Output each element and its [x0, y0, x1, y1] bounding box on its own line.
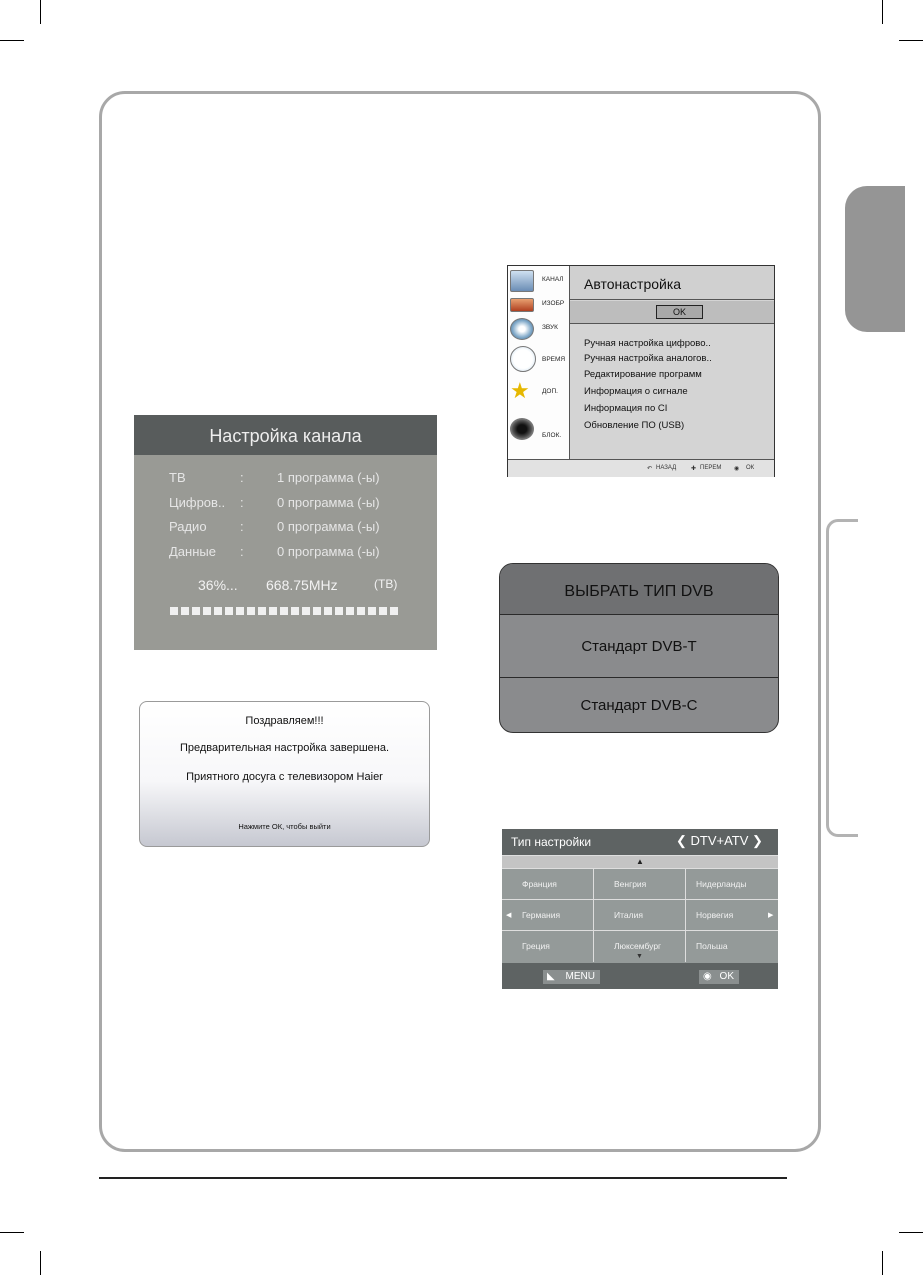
progress-segment: [346, 607, 354, 615]
setup-complete-dialog: [139, 701, 430, 847]
menu-button-label: MENU: [565, 971, 595, 982]
progress-segment: [203, 607, 211, 615]
auto-tune-menu: [507, 265, 775, 477]
scan-frequency: 668.75MHz: [266, 577, 338, 593]
sidebar-item-extra[interactable]: [510, 380, 569, 404]
progress-segment: [313, 607, 321, 615]
scan-row-data: [134, 544, 437, 564]
scan-row-value: 0 программа (-ы): [277, 519, 380, 534]
sidebar-item-channel[interactable]: [510, 270, 569, 294]
scan-row-name: ТВ: [169, 470, 186, 485]
sidebar-item-label: ДОП.: [542, 388, 558, 395]
sidebar-item-sound[interactable]: [510, 318, 569, 342]
up-arrow-icon[interactable]: ▲: [502, 856, 778, 868]
tune-type-label: Тип настройки: [511, 835, 592, 849]
sidebar-item-lock[interactable]: [510, 418, 569, 442]
footer-move-label: ПЕРЕМ: [700, 465, 722, 471]
progress-segment: [247, 607, 255, 615]
crop-mark: [0, 1232, 24, 1233]
menu-option[interactable]: Ручная настройка аналогов..: [584, 353, 712, 364]
section-tab: [826, 519, 858, 837]
star-icon: ★: [510, 378, 530, 403]
sidebar-item-time[interactable]: [510, 346, 569, 370]
crop-mark: [882, 1251, 883, 1275]
progress-segment: [368, 607, 376, 615]
country-selector: [502, 829, 778, 989]
scan-row-value: 1 программа (-ы): [277, 470, 380, 485]
progress-segment: [280, 607, 288, 615]
country-cell[interactable]: Греция: [502, 931, 594, 962]
progress-segment: [357, 607, 365, 615]
crop-mark: [0, 40, 24, 41]
progress-segment: [335, 607, 343, 615]
progress-segment: [170, 607, 178, 615]
scan-row-name: Данные: [169, 544, 216, 559]
scan-row-name: Цифров..: [169, 495, 226, 510]
progress-segment: [269, 607, 277, 615]
sidebar-item-label: БЛОК.: [542, 432, 562, 439]
right-arrow-icon[interactable]: ▶: [768, 912, 774, 919]
sidebar-item-label: ИЗОБР: [542, 300, 565, 307]
menu-title: Автонастройка: [570, 266, 774, 300]
progress-segment: [302, 607, 310, 615]
channel-scan-panel: [134, 415, 437, 650]
ok-button[interactable]: [699, 970, 739, 984]
tune-type-value[interactable]: ❮ DTV+ATV ❯: [676, 833, 763, 848]
picture-icon: [510, 298, 534, 312]
scan-row-digital: [134, 495, 437, 515]
speaker-icon: [510, 318, 534, 340]
crop-mark: [899, 1232, 923, 1233]
progress-segment: [236, 607, 244, 615]
scan-row-radio: [134, 519, 437, 539]
sidebar-item-label: ВРЕМЯ: [542, 356, 566, 363]
back-icon: ↶: [647, 466, 653, 472]
ok-icon: ◉: [734, 466, 740, 472]
congrats-title: Поздравляем!!!: [245, 715, 324, 727]
ok-button[interactable]: OK: [656, 305, 703, 319]
menu-option[interactable]: Информация о сигнале: [584, 386, 688, 397]
country-cell[interactable]: Франция: [502, 869, 594, 900]
progress-segment: [291, 607, 299, 615]
menu-sidebar: [508, 266, 570, 459]
country-cell[interactable]: Норвегия: [686, 900, 778, 931]
clock-icon: [510, 346, 536, 372]
ok-circle-icon: ◉: [703, 971, 712, 982]
congrats-exit-hint: Нажмите ОК, чтобы выйти: [238, 822, 331, 831]
footer-rule: [99, 1177, 787, 1179]
crop-mark: [40, 1251, 41, 1275]
scan-row-colon: :: [240, 544, 244, 559]
country-cell[interactable]: Италия: [594, 900, 686, 931]
progress-segment: [324, 607, 332, 615]
dvb-title: ВЫБРАТЬ ТИП DVB: [500, 564, 778, 615]
menu-option[interactable]: Редактирование программ: [584, 369, 702, 380]
scan-percent: 36%...: [198, 577, 238, 593]
tv-icon: [510, 270, 534, 292]
progress-segment: [258, 607, 266, 615]
progress-segment: [225, 607, 233, 615]
scan-row-colon: :: [240, 495, 244, 510]
menu-option[interactable]: Информация по CI: [584, 403, 668, 414]
menu-footer: [508, 459, 774, 477]
menu-option[interactable]: Ручная настройка цифрово..: [584, 338, 711, 349]
crop-mark: [882, 0, 883, 24]
footer-back-label: НАЗАД: [656, 465, 677, 471]
progress-segment: [181, 607, 189, 615]
scan-progress-bar: [170, 607, 402, 615]
language-tab: [845, 186, 905, 332]
scan-row-name: Радио: [169, 519, 207, 534]
country-cell[interactable]: Польша: [696, 941, 728, 951]
sidebar-item-picture[interactable]: [510, 294, 569, 318]
country-footer: [502, 963, 778, 989]
tune-type-header: [502, 829, 778, 855]
progress-segment: [192, 607, 200, 615]
progress-segment: [214, 607, 222, 615]
congrats-message: Предварительная настройка завершена.: [179, 742, 390, 754]
menu-option[interactable]: Обновление ПО (USB): [584, 420, 685, 431]
crop-mark: [40, 0, 41, 24]
sidebar-item-label: ЗВУК: [542, 324, 558, 331]
country-cell[interactable]: Германия: [502, 900, 594, 931]
progress-segment: [390, 607, 398, 615]
ok-button-label: OK: [719, 971, 734, 982]
dvb-type-selector: [499, 563, 779, 733]
down-arrow-icon[interactable]: ▼: [636, 953, 643, 960]
scan-row-colon: :: [240, 519, 244, 534]
country-cell[interactable]: Люксембург: [594, 931, 686, 962]
channel-scan-title: Настройка канала: [134, 415, 437, 455]
sidebar-item-label: КАНАЛ: [542, 276, 564, 283]
scan-row-value: 0 программа (-ы): [277, 495, 380, 510]
menu-icon: ◣: [547, 971, 555, 982]
move-icon: ✚: [691, 466, 697, 472]
scan-band: (ТВ): [374, 577, 398, 591]
country-cell[interactable]: Нидерланды: [686, 869, 778, 900]
scan-row-value: 0 программа (-ы): [277, 544, 380, 559]
scan-row-tv: [134, 470, 437, 490]
menu-button[interactable]: [543, 970, 600, 984]
country-cell[interactable]: Венгрия: [594, 869, 686, 900]
footer-ok-label: ОК: [746, 465, 755, 471]
menu-ok-strip: [570, 301, 774, 324]
country-grid: [502, 869, 778, 963]
dvb-c-option[interactable]: Стандарт DVB-C: [580, 697, 698, 714]
scan-row-colon: :: [240, 470, 244, 485]
dvb-t-option[interactable]: Стандарт DVB-T: [500, 615, 778, 678]
lock-icon: [510, 418, 534, 440]
scan-progress-text: [134, 577, 437, 597]
crop-mark: [899, 40, 923, 41]
congrats-greeting: Приятного досуга с телевизором Haier: [186, 771, 383, 783]
progress-segment: [379, 607, 387, 615]
left-arrow-icon[interactable]: ◀: [506, 912, 512, 919]
